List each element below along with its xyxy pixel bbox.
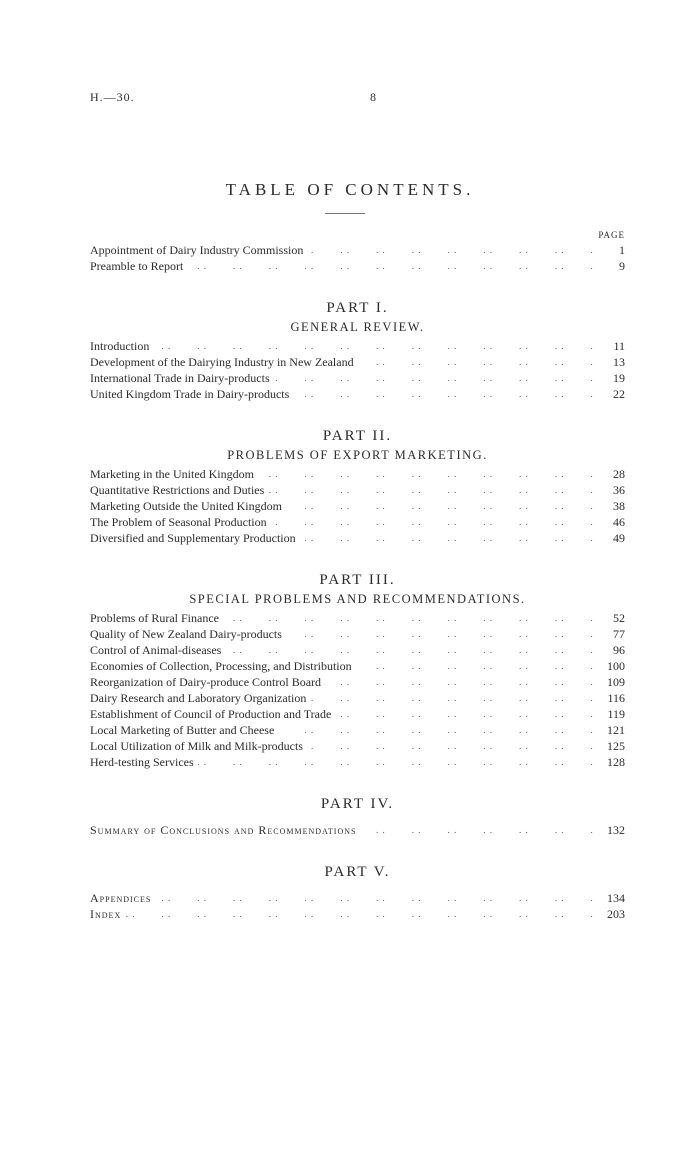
toc-entry-title: Quality of New Zealand Dairy-products	[90, 627, 286, 641]
toc-entry-page: 125	[595, 738, 625, 754]
toc-entry	[90, 706, 625, 722]
toc-entry-page: 134	[595, 890, 625, 906]
toc-entry-page: 13	[595, 354, 625, 370]
toc-entry	[90, 514, 625, 530]
toc-entry	[90, 738, 625, 754]
toc-entry	[90, 354, 625, 370]
toc-entry-page: 1	[595, 242, 625, 258]
toc-entry-title: Local Marketing of Butter and Cheese	[90, 723, 278, 737]
toc-entry-page: 22	[595, 386, 625, 402]
toc-entry	[90, 674, 625, 690]
toc-entry-page: 9	[595, 258, 625, 274]
toc-entry-title: Herd-testing Services	[90, 755, 198, 769]
toc-entry	[90, 658, 625, 674]
toc-entry-title: Introduction	[90, 339, 153, 353]
part-3-heading: PART III.	[319, 572, 396, 588]
toc-entry-title: Economies of Collection, Processing, and Distribution	[90, 659, 356, 673]
part-5-heading: PART V.	[324, 864, 391, 880]
toc-entry-title: Marketing in the United Kingdom	[90, 467, 258, 481]
toc-entry	[90, 258, 625, 274]
toc-entry-title: Local Utilization of Milk and Milk-products	[90, 739, 307, 753]
toc-entry-page: 11	[595, 338, 625, 354]
part-2-heading: PART II.	[322, 428, 393, 444]
toc-entry-page: 121	[595, 722, 625, 738]
toc-entry-page: 38	[595, 498, 625, 514]
toc-entry-page: 203	[595, 906, 625, 922]
toc-entry-page: 128	[595, 754, 625, 770]
toc-entry	[90, 690, 625, 706]
toc-entry-title: Marketing Outside the United Kingdom	[90, 499, 286, 513]
toc-entry-page: 96	[595, 642, 625, 658]
part-1-heading: PART I.	[326, 300, 389, 316]
part-4-heading: PART IV.	[320, 796, 395, 812]
toc-entry	[90, 890, 625, 906]
toc-entry-title: The Problem of Seasonal Production	[90, 515, 271, 529]
toc-entry-page: 52	[595, 610, 625, 626]
toc-entry	[90, 626, 625, 642]
toc-entry-page: 77	[595, 626, 625, 642]
toc-entry	[90, 338, 625, 354]
toc-entry	[90, 482, 625, 498]
toc-entry-title: Appointment of Dairy Industry Commission	[90, 243, 307, 257]
toc-entry-title: Preamble to Report	[90, 259, 187, 273]
toc-entry	[90, 906, 625, 922]
toc-entry	[90, 642, 625, 658]
toc-entry-title: Dairy Research and Laboratory Organization	[90, 691, 310, 705]
title-rule	[325, 213, 365, 214]
toc-entry	[90, 610, 625, 626]
document-reference: H.—30.	[90, 90, 135, 104]
page-header	[90, 90, 610, 106]
toc-entry	[90, 722, 625, 738]
toc-entry-title: Control of Animal-diseases	[90, 643, 225, 657]
toc-entry-title: Reorganization of Dairy-produce Control Board	[90, 675, 325, 689]
toc-entry-page: 100	[595, 658, 625, 674]
part-1-subtitle: GENERAL REVIEW.	[290, 320, 425, 334]
toc-entry-title: Diversified and Supplementary Production	[90, 531, 300, 545]
toc-entry-page: 49	[595, 530, 625, 546]
toc-entry-title: Quantitative Restrictions and Duties	[90, 483, 268, 497]
toc-entry-title: Summary of Conclusions and Recommendations	[90, 823, 360, 837]
toc-entry-title: Appendices	[90, 891, 155, 905]
toc-entry	[90, 370, 625, 386]
page-column-label: PAGE	[598, 230, 625, 240]
toc-entry-title: Development of the Dairying Industry in New Zealand	[90, 355, 358, 369]
toc-entry-title: Establishment of Council of Production and Trade	[90, 707, 335, 721]
part-2-subtitle: PROBLEMS OF EXPORT MARKETING.	[227, 448, 488, 462]
toc-entry-title: Index	[90, 907, 125, 921]
toc-entry	[90, 754, 625, 770]
toc-entry	[90, 386, 625, 402]
toc-entry-page: 132	[595, 822, 625, 838]
table-of-contents	[90, 230, 625, 922]
toc-entry-page: 28	[595, 466, 625, 482]
toc-entry	[90, 466, 625, 482]
toc-entry-title: Problems of Rural Finance	[90, 611, 223, 625]
page-title: TABLE OF CONTENTS.	[225, 180, 475, 199]
page-number: 8	[370, 90, 377, 104]
toc-entry-page: 46	[595, 514, 625, 530]
toc-entry	[90, 498, 625, 514]
toc-entry-page: 109	[595, 674, 625, 690]
toc-entry	[90, 242, 625, 258]
toc-entry-title: United Kingdom Trade in Dairy-products	[90, 387, 293, 401]
toc-entry	[90, 822, 625, 838]
toc-entry-page: 36	[595, 482, 625, 498]
toc-entry-title: International Trade in Dairy-products	[90, 371, 274, 385]
toc-entry	[90, 530, 625, 546]
part-3-subtitle: SPECIAL PROBLEMS AND RECOMMENDATIONS.	[189, 592, 526, 606]
toc-entry-page: 119	[595, 706, 625, 722]
toc-entry-page: 19	[595, 370, 625, 386]
toc-entry-page: 116	[595, 690, 625, 706]
